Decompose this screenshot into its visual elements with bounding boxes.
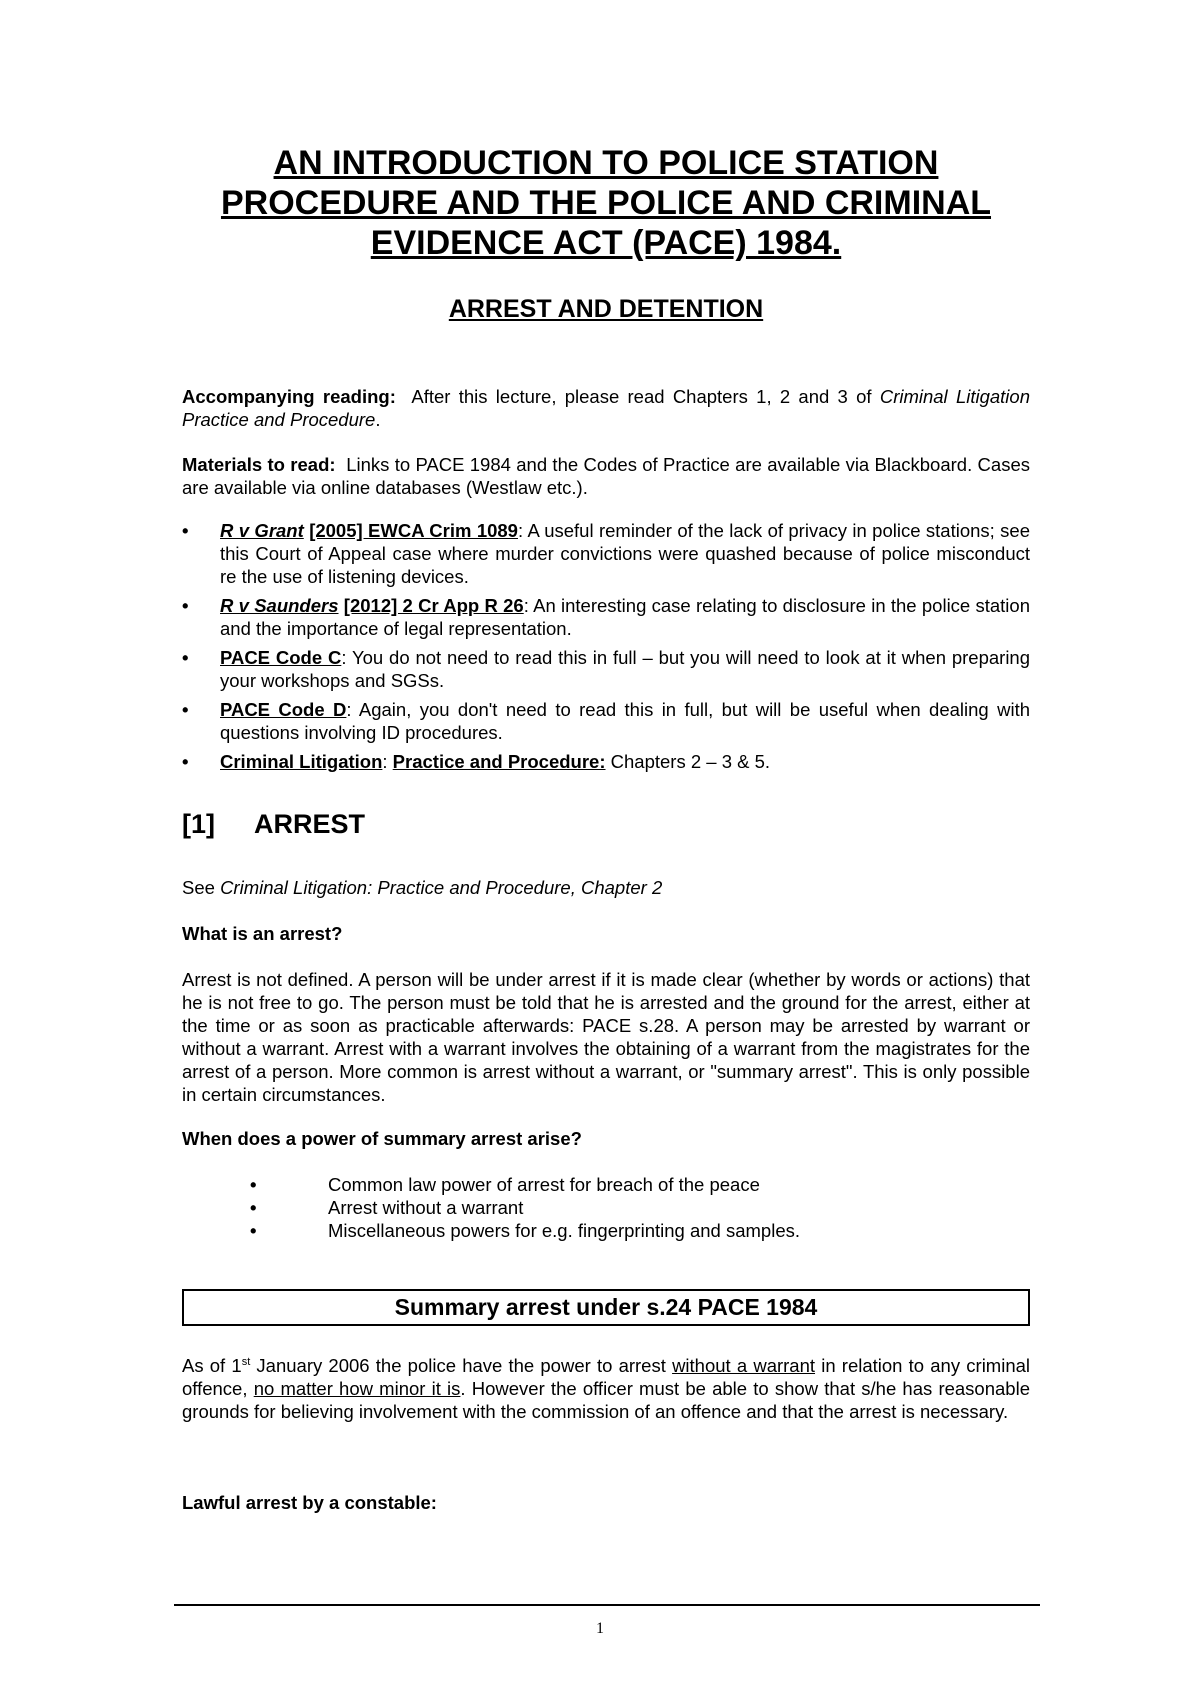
materials-label: Materials to read: [182,454,336,475]
boxed-heading: Summary arrest under s.24 PACE 1984 [182,1289,1030,1326]
p2-b: January 2006 the police have the power to arrest [250,1355,673,1376]
bullet-icon: • [250,1197,257,1218]
section-number: [1] [182,809,215,839]
see-prefix: See [182,877,215,898]
powers-list [250,1173,800,1242]
book-citation-2: Practice and Procedure: [392,751,606,772]
list-item [182,646,1030,692]
power-text: Arrest without a warrant [328,1197,524,1218]
summary-arrest-paragraph [182,1354,1030,1423]
book-chapters: Chapters 2 – 3 & 5. [610,751,771,772]
question-what-is-arrest: What is an arrest? [182,923,343,944]
accompanying-end: . [375,409,381,430]
bullet-icon: • [182,751,189,772]
book-sep: : [382,751,388,772]
bullet-icon: • [182,595,189,616]
code-note: : You do not need to read this in full – but you will need to look at it when preparing your workshops and SGSs. [220,647,1031,691]
accompanying-book: Criminal Litigation Practice and Procedure [182,386,1030,430]
section-title: ARREST [254,809,366,839]
book-citation: Criminal Litigation [220,751,383,772]
accompanying-text: After this lecture, please read Chapters 1, 2 and 3 of [411,386,872,407]
p2-underline-1: without a warrant [672,1355,816,1376]
title-line-1: AN INTRODUCTION TO POLICE STATION [273,144,939,182]
power-text: Miscellaneous powers for e.g. fingerprinting and samples. [328,1220,800,1241]
power-text: Common law power of arrest for breach of the peace [328,1174,760,1195]
code-citation: PACE Code D [220,699,347,720]
list-item [250,1219,800,1242]
materials-text: Links to PACE 1984 and the Codes of Practice are available via Blackboard. Cases are available via online databases (Westlaw etc.). [182,454,1030,498]
list-item [182,519,1030,588]
list-item [182,698,1030,744]
bullet-icon: • [250,1174,257,1195]
p2-a: As of 1 [182,1355,242,1376]
accompanying-reading [182,385,1030,431]
reading-list [182,519,1030,779]
question-summary-arrest: When does a power of summary arrest arise? [182,1128,582,1149]
bullet-icon: • [182,647,189,668]
bullet-icon: • [182,699,189,720]
title-line-3: EVIDENCE ACT (PACE) 1984. [370,224,842,262]
bullet-icon: • [250,1220,257,1241]
p2-c: in relation to any criminal offence, [182,1355,1031,1399]
see-reference [182,876,1030,899]
code-note: : Again, you don't need to read this in full, but will be useful when dealing with questions involving ID procedures. [220,699,1030,743]
case-note: : A useful reminder of the lack of privacy in police stations; see this Court of Appeal case where murder convictions were quashed because of police misconduct re the use of listening devices. [220,520,1031,587]
list-item [250,1173,800,1196]
section-heading [182,809,366,839]
p2-d: . However the officer must be able to show that s/he has reasonable grounds for believing involvement with the commission of an offence and that the arrest is necessary. [182,1378,1030,1422]
p2-sup: st [241,1355,251,1368]
case-note: : An interesting case relating to disclosure in the police station and the importance of legal representation. [220,595,1030,639]
case-name: R v Grant [220,520,304,541]
p2-underline-2: no matter how minor it is [253,1378,461,1399]
case-citation: [2005] EWCA Crim 1089 [309,520,518,541]
title-line-2: PROCEDURE AND THE POLICE AND CRIMINAL [220,184,992,222]
document-title [182,143,1030,263]
list-item [182,594,1030,640]
see-ref: Criminal Litigation: Practice and Procedure, Chapter 2 [220,877,663,898]
footer-divider [174,1604,1040,1606]
materials-to-read [182,453,1030,499]
document-subtitle: ARREST AND DETENTION [448,295,764,323]
accompanying-label: Accompanying reading: [182,386,396,407]
list-item [250,1196,800,1219]
case-citation: [2012] 2 Cr App R 26 [343,595,524,616]
page-number: 1 [596,1620,604,1637]
bullet-icon: • [182,520,189,541]
list-item [182,750,1030,773]
question-lawful-arrest: Lawful arrest by a constable: [182,1492,437,1513]
arrest-definition-paragraph: Arrest is not defined. A person will be under arrest if it is made clear (whether by words or actions) that he is not free to go. The person must be told that he is arrested and the ground for the arrest, either at the time or as soon as practicable afterwards: PACE s.28. A person may be arrested by warrant or without a warrant. Arrest with a warrant involves the obtaining of a warrant from the magistrates for the arrest of a person. More common is arrest without a warrant, or "summary arrest". This is only possible in certain circumstances. [182,969,1030,1105]
case-name: R v Saunders [220,595,339,616]
code-citation: PACE Code C [220,647,342,668]
